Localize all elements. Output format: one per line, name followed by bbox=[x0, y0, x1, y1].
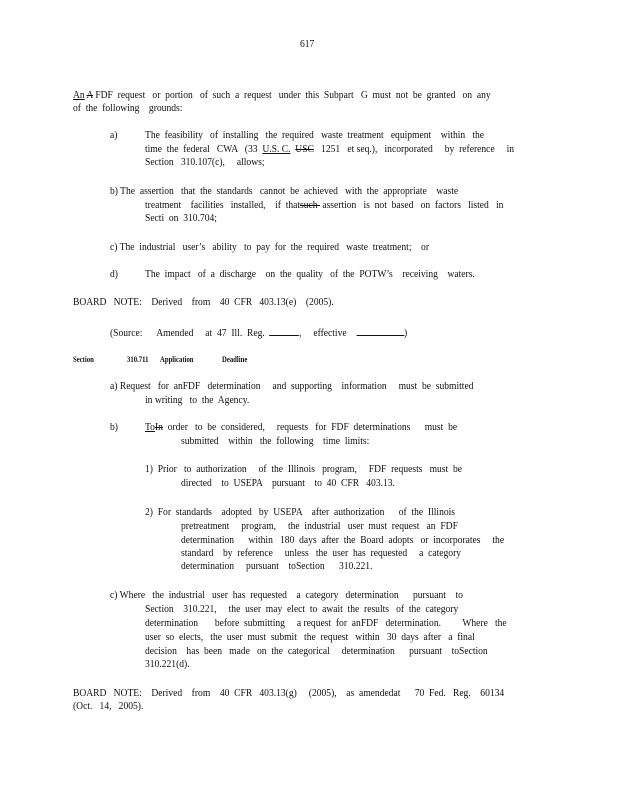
section-title-1: Application bbox=[160, 354, 194, 364]
sec-b2-line-3: determination within 180 days after the Board adopts or incorporates the bbox=[181, 535, 505, 546]
sec-b2-line-1: 2) For standards adopted by USEPA after authorization of the Illinois bbox=[145, 507, 456, 518]
item-c-line-1: c) The industrial user’s ability to pay for the required waste treatment; or bbox=[110, 242, 430, 253]
item-d-label: d) bbox=[110, 269, 118, 280]
item-b-line-1: b) The assertion that the standards cannot be achieved with the appropriate waste bbox=[110, 186, 459, 197]
section-label: Section bbox=[73, 354, 94, 364]
sec-b1-line-2: directed to USEPA pursuant to 40 CFR 403.13. bbox=[181, 478, 395, 489]
sec-c-line-3: determination before submitting a request for anFDF determination. Where the bbox=[145, 618, 507, 629]
blank-line bbox=[270, 325, 299, 336]
sec-b-line-2: submitted within the following time limits: bbox=[181, 436, 370, 447]
sec-c-line-4: user so elects, the user must submit the request within 30 days after a final bbox=[145, 632, 475, 643]
deleted-text: In bbox=[154, 422, 163, 433]
section-number: 310.711 bbox=[127, 354, 149, 364]
sec-c-line-5: decision has been made on the categorical determination pursuant toSection bbox=[145, 646, 488, 657]
inserted-text: U.S. C. bbox=[262, 144, 291, 155]
intro-line-2: of the following grounds: bbox=[73, 103, 183, 114]
item-b-line-2: treatment facilities installed, if thatsuch assertion is not based on factors listed in bbox=[145, 200, 504, 211]
inserted-text: An bbox=[73, 90, 85, 101]
sec-b2-line-5: determination pursuant toSection 310.221. bbox=[181, 561, 373, 572]
inserted-text: To bbox=[145, 422, 155, 433]
item-a-line-3: Section 310.107(c), allows; bbox=[145, 157, 265, 168]
deleted-text: A bbox=[86, 90, 93, 101]
item-a-line-2: time the federal CWA (33 U.S. C. USC 1251 et seq.), incorporated by reference in bbox=[145, 144, 515, 155]
sec-b2-line-2: pretreatment program, the industrial user must request an FDF bbox=[181, 521, 458, 532]
board-note-1: BOARD NOTE: Derived from 40 CFR 403.13(e) (2005). bbox=[73, 297, 334, 308]
sec-a-line-2: in writing to the Agency. bbox=[145, 395, 250, 406]
item-a-label: a) bbox=[110, 130, 118, 141]
sec-b-line-1: ToIn order to be considered, requests for FDF determinations must be bbox=[145, 422, 458, 433]
sec-c-line-2: Section 310.221, the user may elect to await the results of the category bbox=[145, 604, 459, 615]
item-a-line-1: The feasibility of installing the required waste treatment equipment within the bbox=[145, 130, 485, 141]
sec-b1-line-1: 1) Prior to authorization of the Illinois program, FDF requests must be bbox=[145, 464, 463, 475]
item-b-line-3: Secti on 310.704; bbox=[145, 213, 217, 224]
sec-c-line-6: 310.221(d). bbox=[145, 659, 190, 670]
board-note-2-line-2: (Oct. 14, 2005). bbox=[73, 701, 144, 712]
item-d-line-1: The impact of a discharge on the quality of the POTW’s receiving waters. bbox=[145, 269, 475, 280]
sec-b-label: b) bbox=[110, 422, 118, 433]
blank-line bbox=[356, 325, 404, 336]
source-note: (Source: Amended at 47 Ill. Reg. , effective ) bbox=[110, 325, 407, 340]
section-title-2: Deadline bbox=[222, 354, 248, 364]
sec-b2-line-4: standard by reference unless the user has requested a category bbox=[181, 548, 462, 559]
deleted-text: USC bbox=[295, 144, 314, 155]
deleted-text: such bbox=[300, 200, 320, 211]
board-note-2-line-1: BOARD NOTE: Derived from 40 CFR 403.13(g) (2005), as amendedat 70 Fed. Reg. 60134 bbox=[73, 688, 505, 699]
sec-a-line-1: a) Request for anFDF determination and supporting information must be submitted bbox=[110, 381, 474, 392]
intro-line-1: An A FDF request or portion of such a request under this Subpart G must not be granted on any bbox=[73, 90, 491, 101]
page-number: 617 bbox=[300, 39, 315, 50]
sec-c-line-1: c) Where the industrial user has requested a category determination pursuant to bbox=[110, 590, 463, 601]
